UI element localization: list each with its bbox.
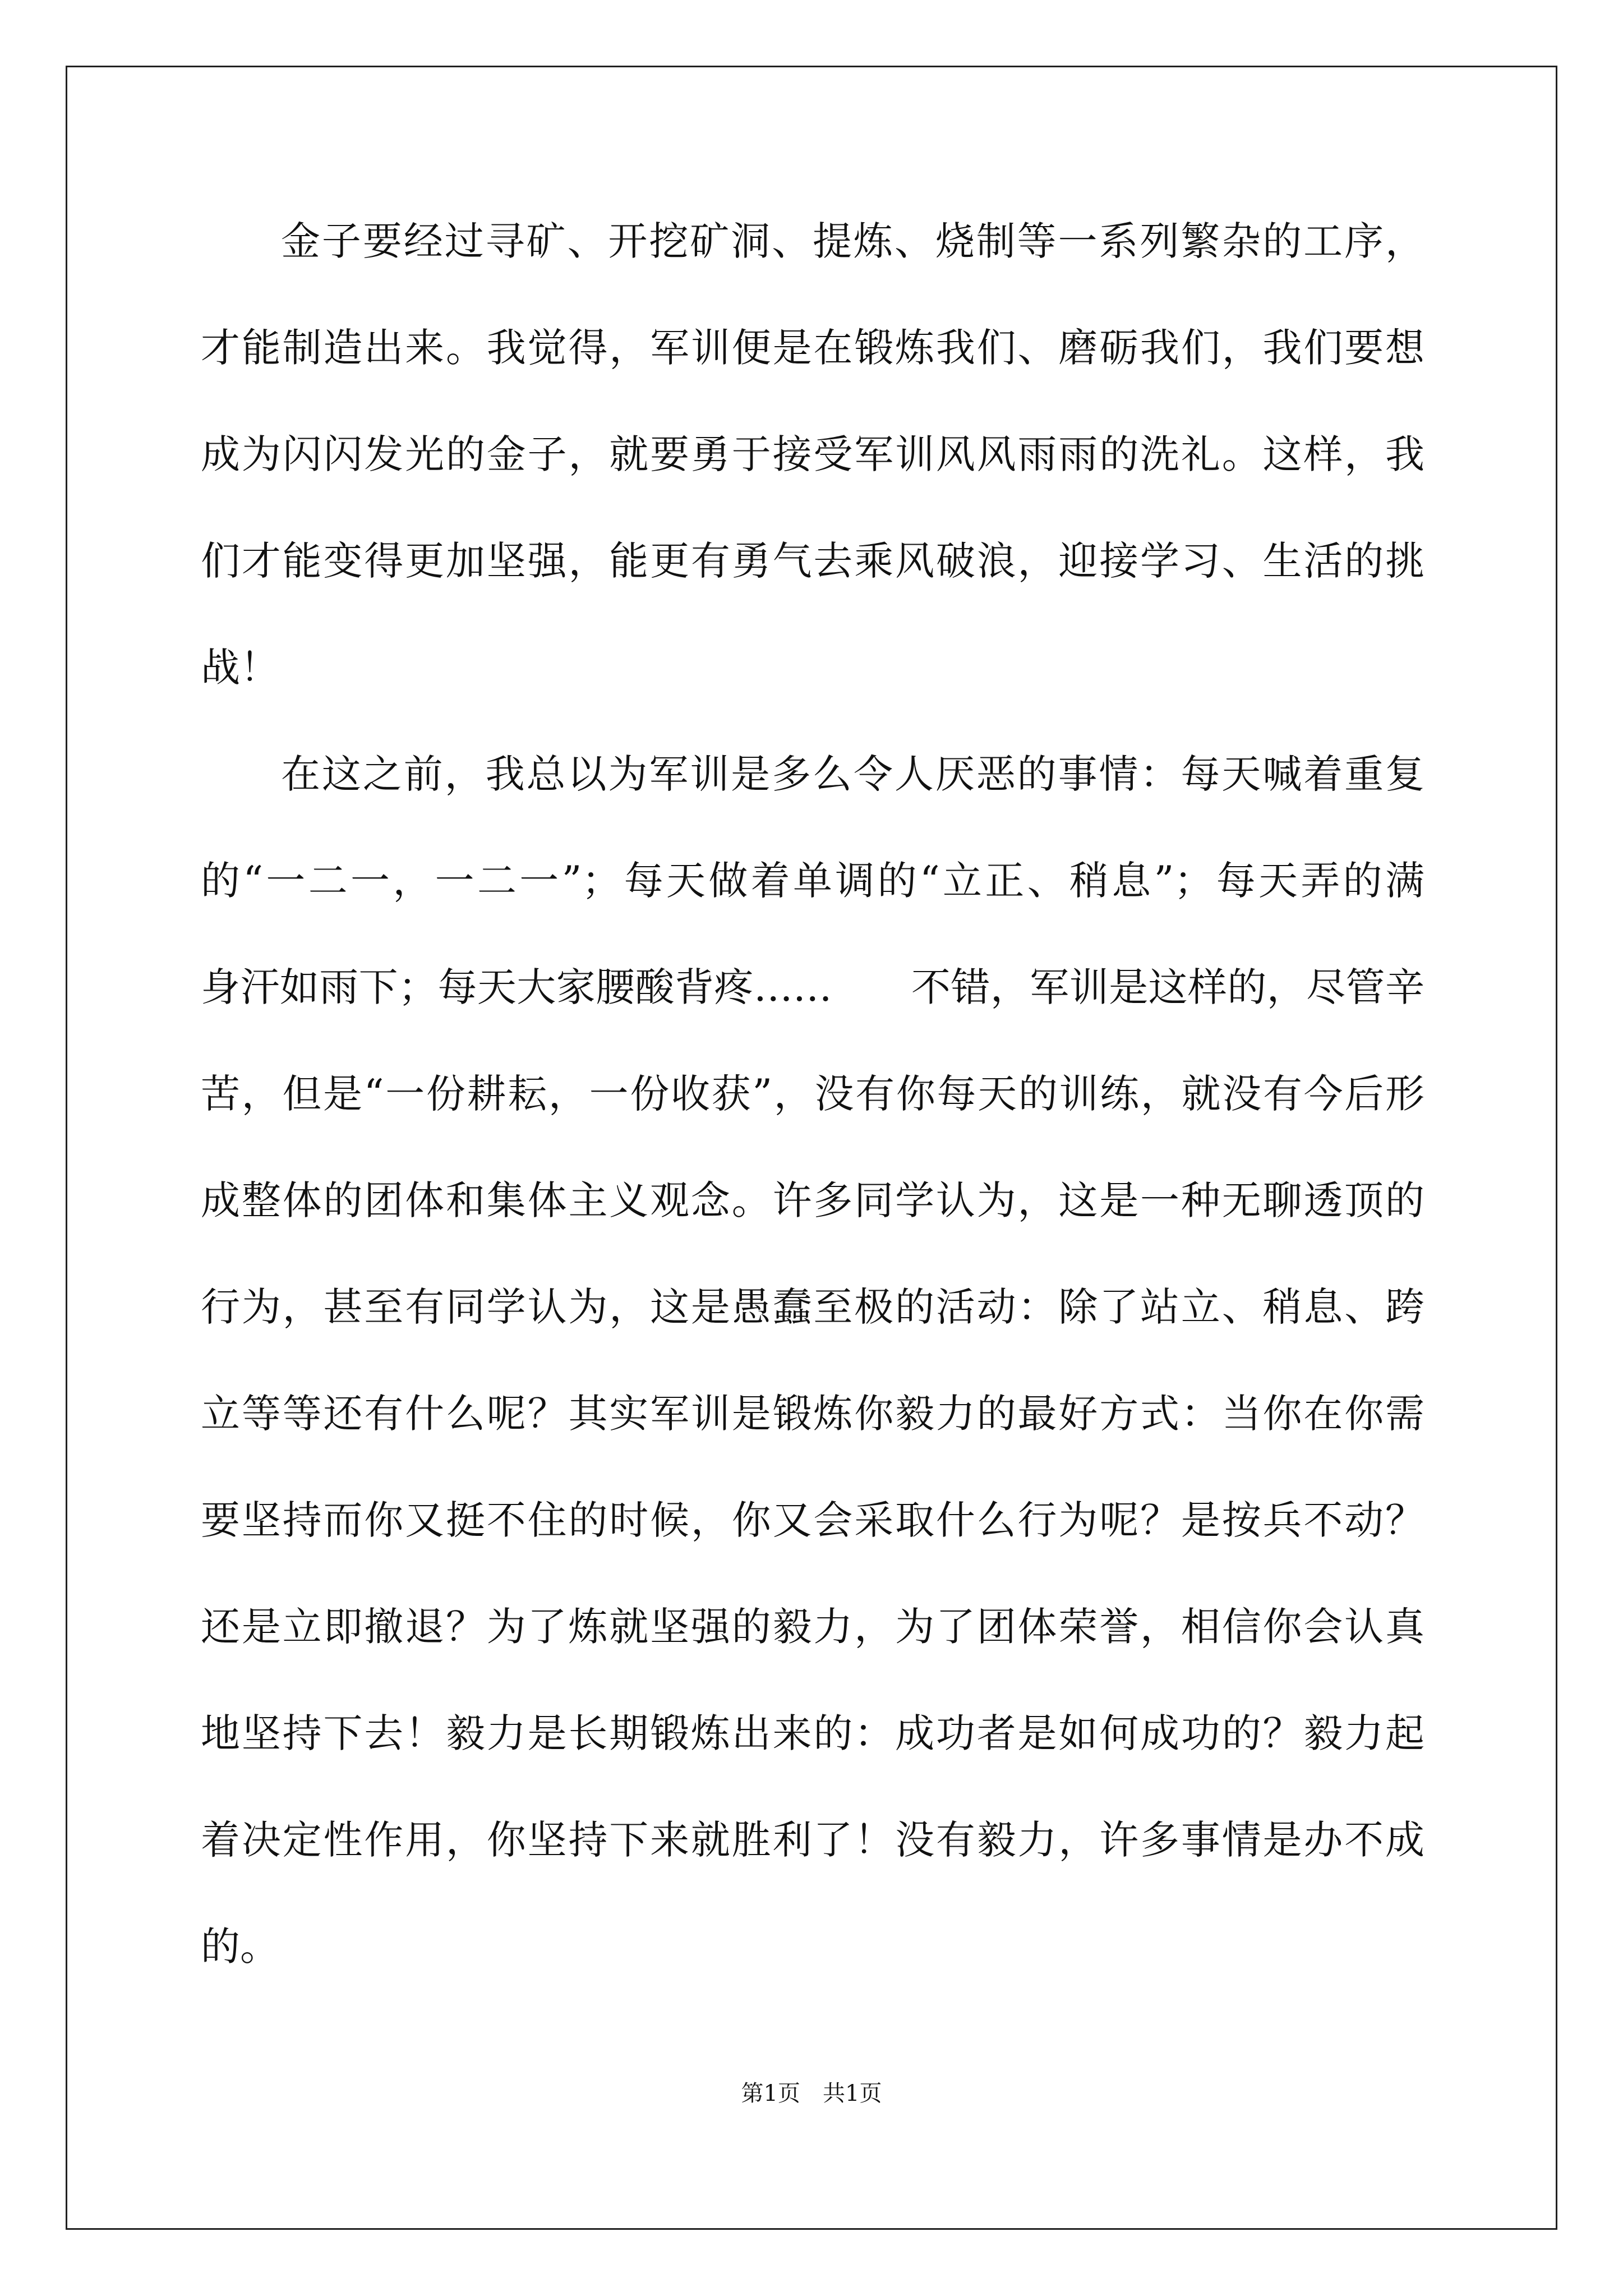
paragraph-2-line-9: 还是立即撤退？为了炼就坚强的毅力，为了团体荣誉，相信你会认真 [201,1604,1424,1650]
paragraph-2-line-2: 的“一二一，一二一”；每天做着单调的“立正、稍息”；每天弄的满 [201,858,1424,904]
paragraph-1-line-4: 们才能变得更加坚强，能更有勇气去乘风破浪，迎接学习、生活的挑 [201,538,1424,584]
paragraph-2-line-4: 苦，但是“一份耕耘，一份收获”，没有你每天的训练，就没有今后形 [201,1071,1424,1117]
paragraph-2-line-8: 要坚持而你又挺不住的时候，你又会采取什么行为呢？是按兵不动？ [201,1497,1424,1543]
page-number-footer: 第1页 共1页 [741,2081,882,2106]
paragraph-1-line-2: 才能制造出来。我觉得，军训便是在锻炼我们、磨砺我们，我们要想 [201,325,1424,371]
paragraph-1-line-5: 战！ [201,645,279,691]
paragraph-1-line-3: 成为闪闪发光的金子，就要勇于接受军训风风雨雨的洗礼。这样，我 [201,431,1424,477]
paragraph-2-line-11: 着决定性作用，你坚持下来就胜利了！没有毅力，许多事情是办不成 [201,1817,1424,1863]
paragraph-1-line-1: 金子要经过寻矿、开挖矿洞、提炼、烧制等一系列繁杂的工序， [281,218,1424,264]
paragraph-2-line-5: 成整体的团体和集体主义观念。许多同学认为，这是一种无聊透顶的 [201,1177,1424,1223]
paragraph-2-line-6: 行为，甚至有同学认为，这是愚蠢至极的活动：除了站立、稍息、跨 [201,1284,1424,1330]
paragraph-2-line-10: 地坚持下去！毅力是长期锻炼出来的：成功者是如何成功的？毅力起 [201,1710,1424,1756]
page-border [66,66,1557,2230]
paragraph-2-line-1: 在这之前，我总以为军训是多么令人厌恶的事情：每天喊着重复 [281,751,1424,797]
paragraph-2-line-7: 立等等还有什么呢？其实军训是锻炼你毅力的最好方式：当你在你需 [201,1391,1424,1437]
paragraph-2-line-12: 的。 [201,1924,279,1970]
paragraph-2-line-3: 身汗如雨下；每天大家腰酸背疼…… 不错，军训是这样的，尽管辛 [201,964,1424,1010]
